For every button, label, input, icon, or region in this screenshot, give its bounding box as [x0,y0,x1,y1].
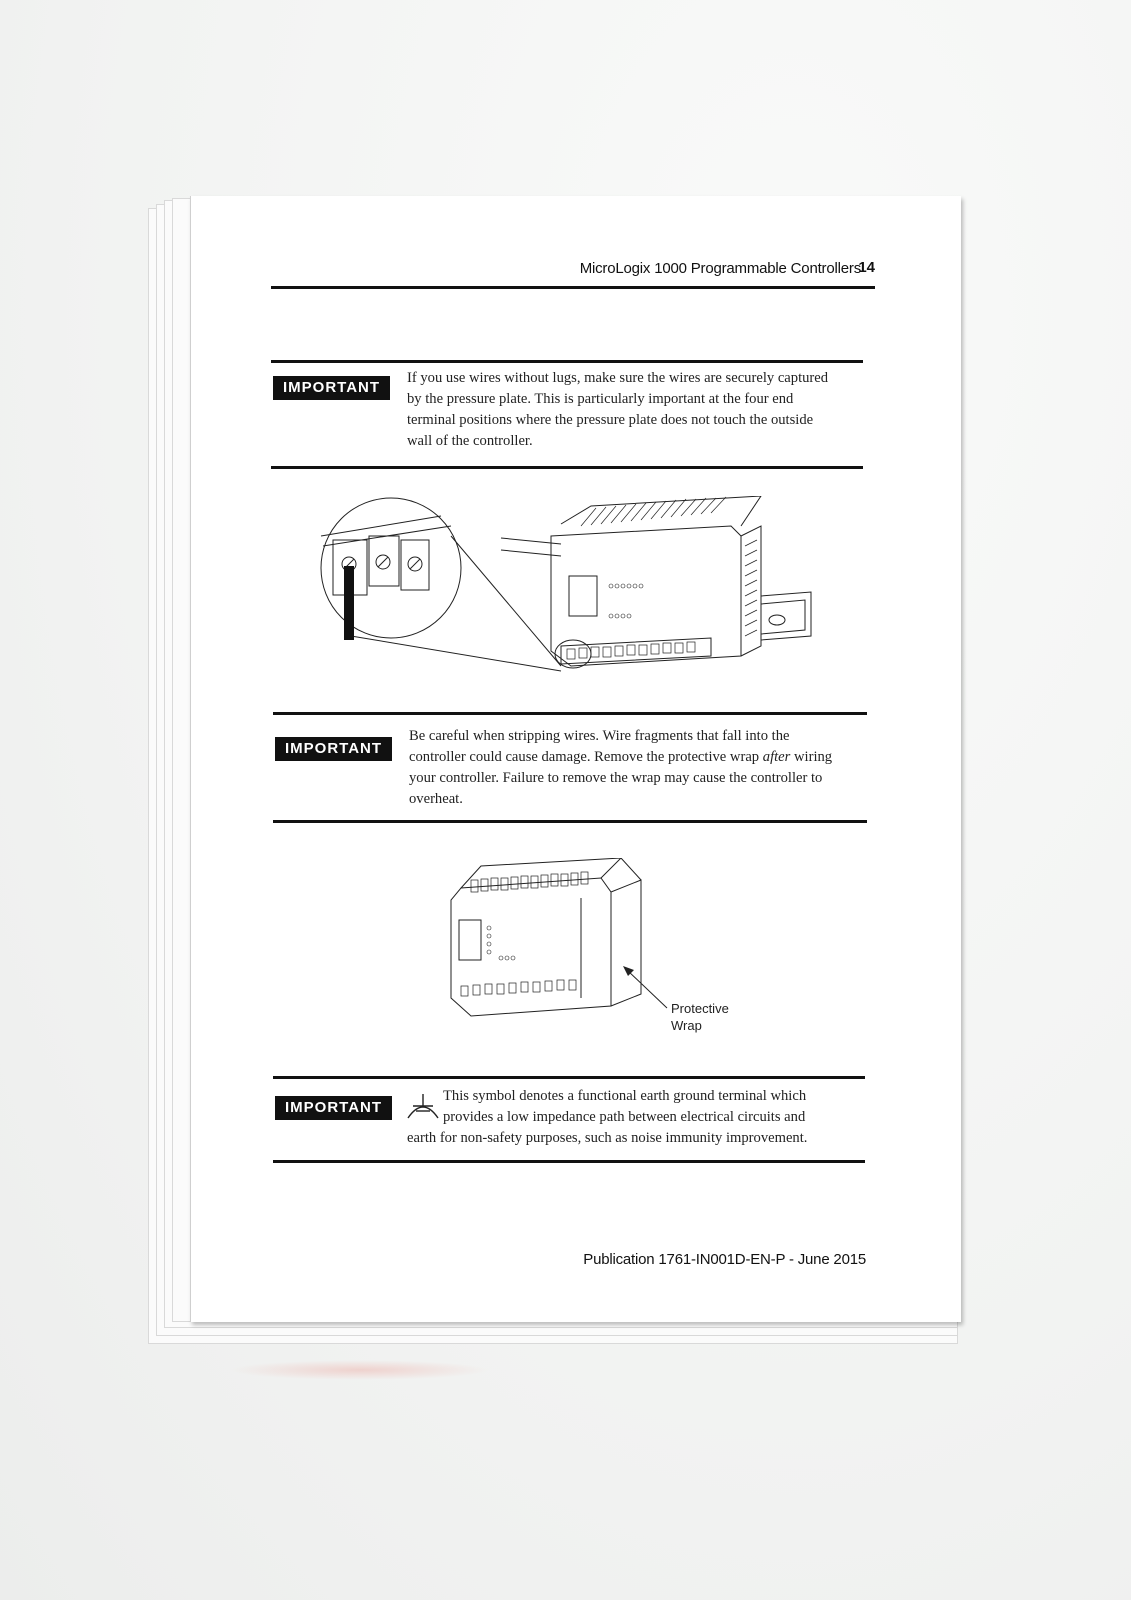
running-header-title: MicroLogix 1000 Programmable Controllers [579,260,861,277]
publication-footer: Publication 1761-IN001D-EN-P - June 2015 [583,1251,866,1268]
important-note-text: earth for non-safety purposes, such as noise immunity improvement. [407,1130,808,1146]
important-note-text: If you use wires without lugs, make sure the wires are securely captured by the pressure plate. This is particularly important at the four end terminal positions where the pressure plate does not touch the outside wall of the controller. [407,370,829,449]
important-badge: IMPORTANT [273,376,390,400]
protective-wrap-label: Protective Wrap [671,1001,729,1033]
header-rule [271,286,875,289]
protective-wrap-illustration [431,858,691,1028]
document-page [190,196,961,1322]
important-note-text: Be careful when stripping wires. Wire fragments that fall into the controller could cause damage. Remove the protective wrap after wiring your controller. Failure to remove the wrap may cause the controller to overheat. [409,728,833,807]
note-top-rule [271,360,863,363]
scan-smudge [230,1360,490,1380]
note-bottom-rule [271,466,863,469]
functional-earth-ground-icon [405,1092,441,1124]
important-badge: IMPORTANT [275,1096,392,1120]
note-bottom-rule [273,1160,865,1163]
note-top-rule [273,712,867,715]
important-note-text: This symbol denotes a functional earth ground terminal which provides a low impedance path between electrical circuits and [443,1088,807,1125]
page-number: 14 [858,259,875,276]
note-bottom-rule [273,820,867,823]
note-top-rule [273,1076,865,1079]
important-badge: IMPORTANT [275,737,392,761]
terminal-wiring-illustration [311,496,831,686]
